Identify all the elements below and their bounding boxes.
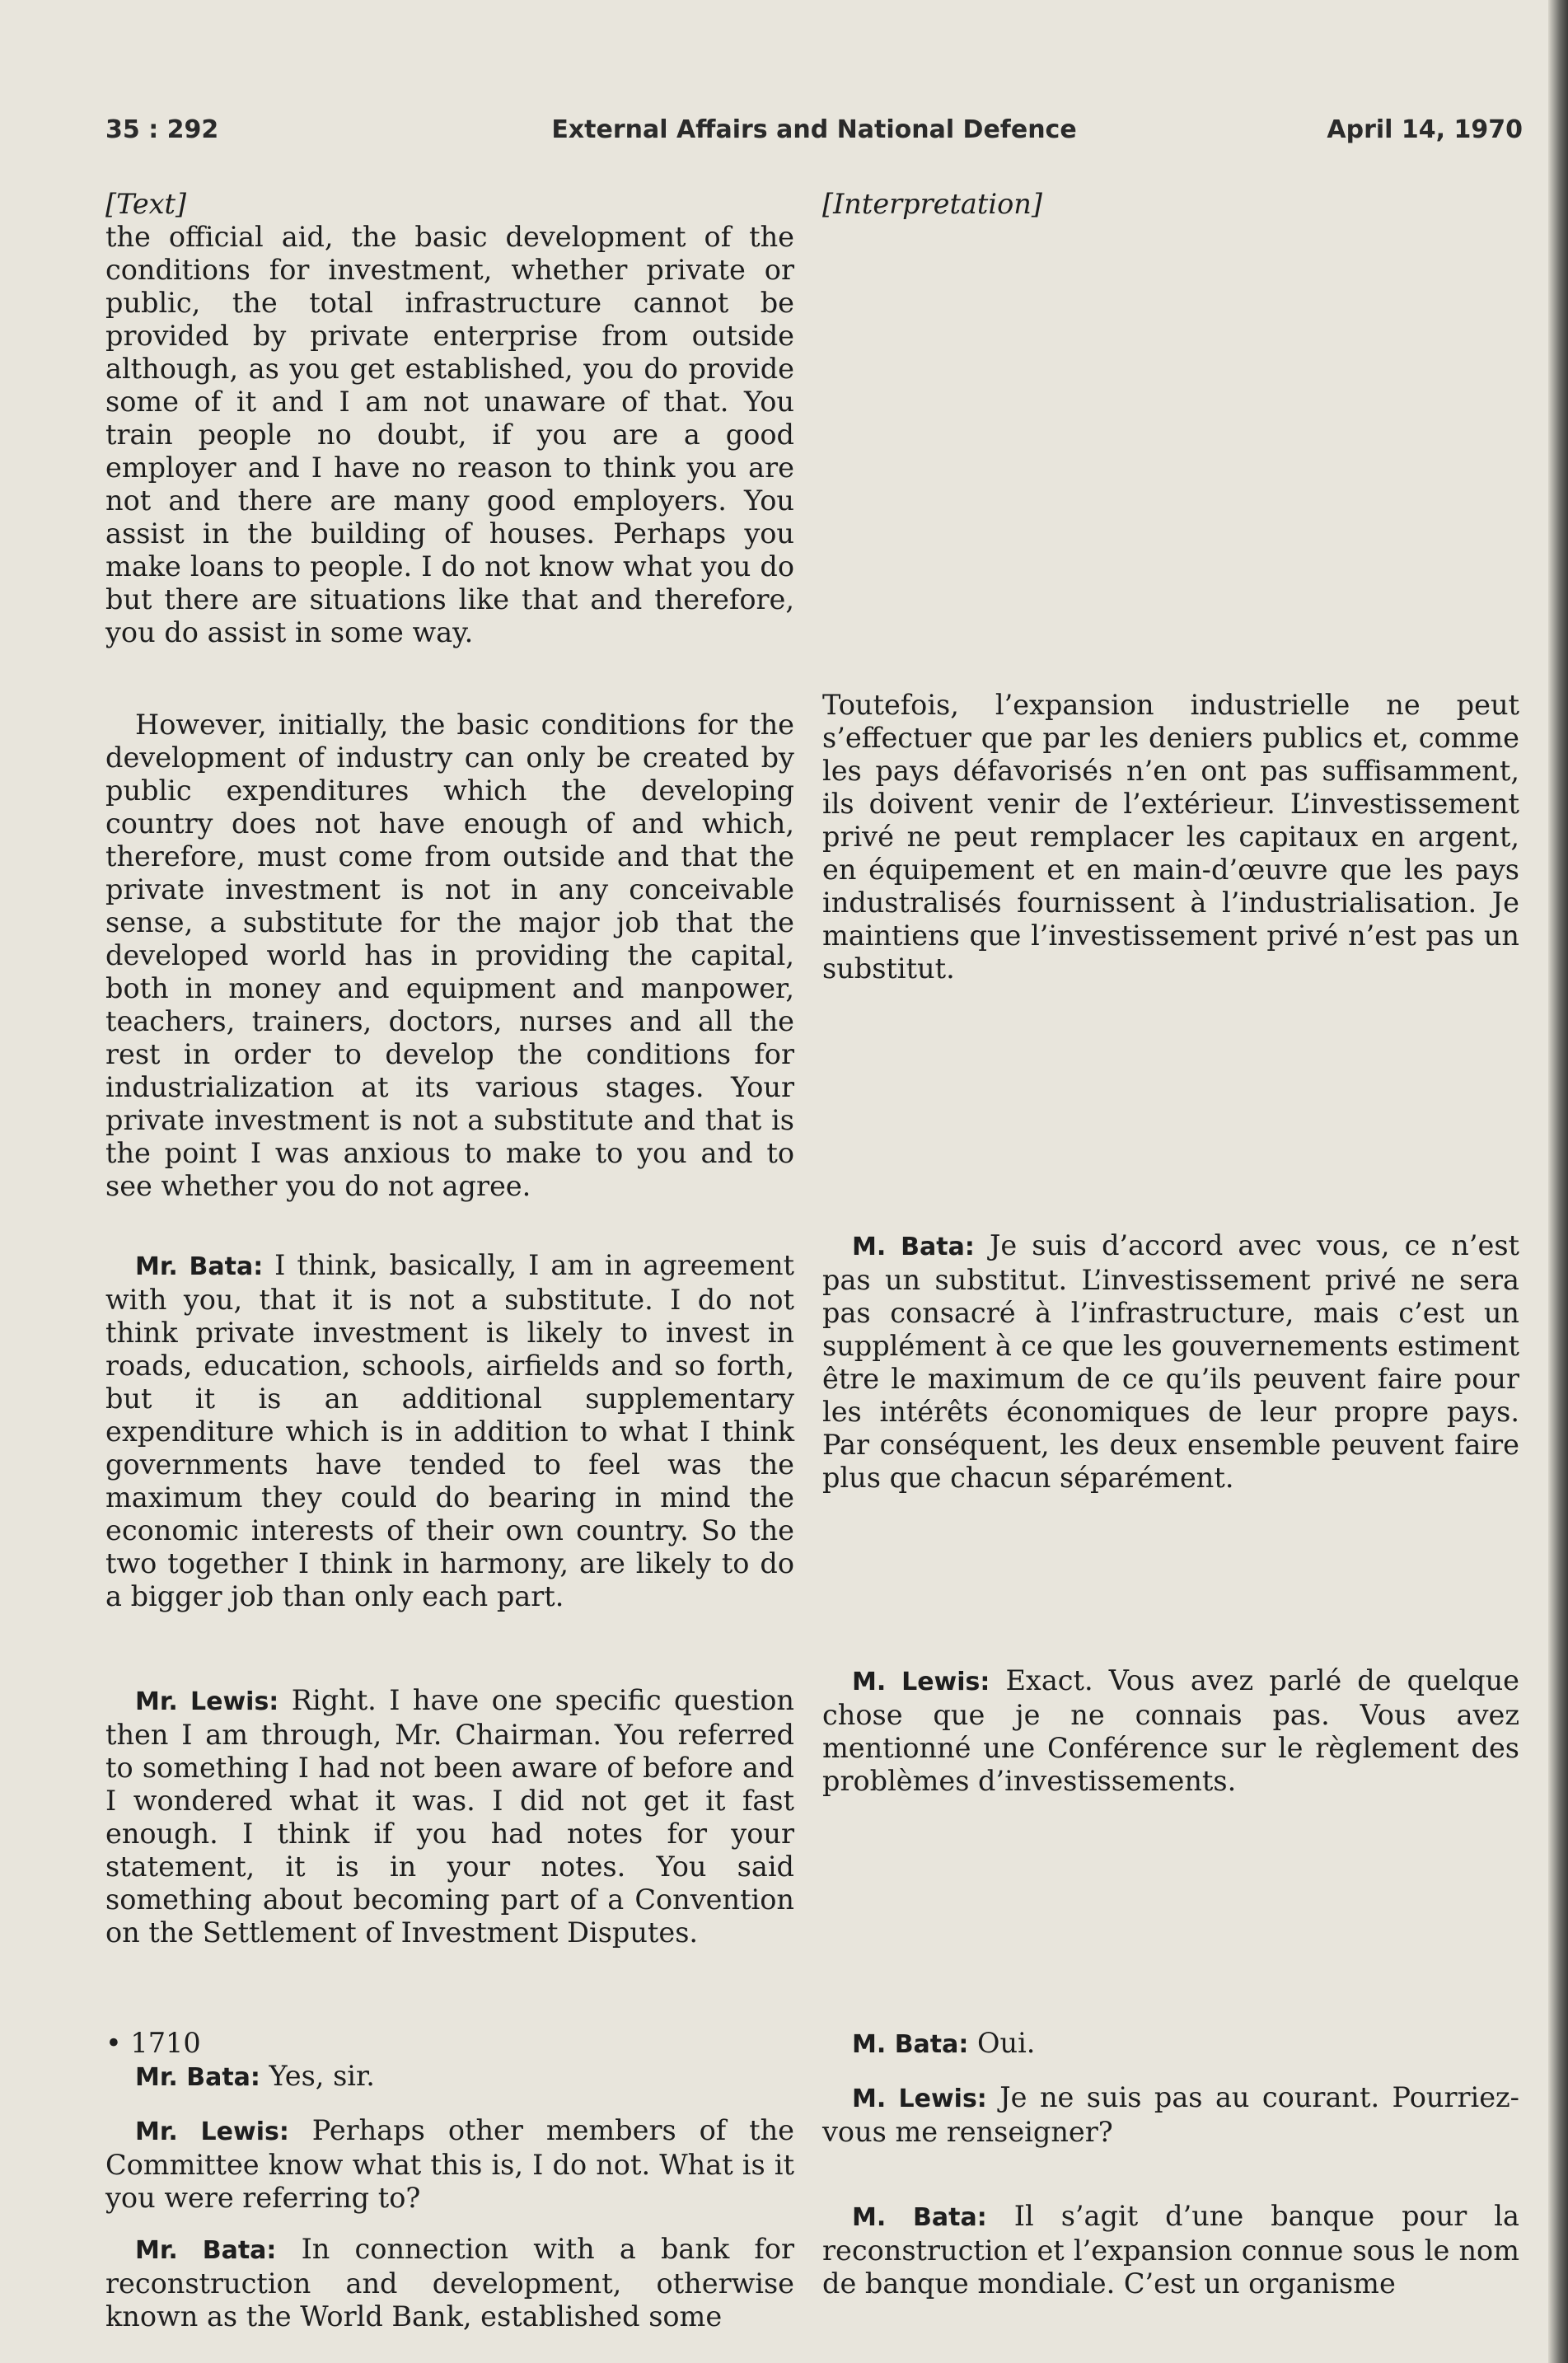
speaker-label: M. Bata:: [852, 1233, 975, 1261]
english-marker: [Text]: [105, 188, 187, 220]
statement-text: I think, basically, I am in agreement with you, that it is not a substitute. I do not think private investment is likely to invest in roads, education, schools, airfields and so forth, but it is an additional supplementary expenditure which is in addition to what I think governments have tended to feel was the maximum they could do bearing in mind the economic interests of their own country. So the two together I think in harmony, are likely to do a bigger job than only each part.: [105, 1249, 794, 1612]
english-statement-bata-1: [105, 1249, 794, 1671]
english-statement-bata-2: [105, 2060, 794, 2094]
speaker-label: Mr. Bata:: [135, 1252, 264, 1281]
english-paragraph-1: the official aid, the basic development of the conditions for investment, whether private or public, the total infrastructure cannot be provided by private enterprise from outside although, as you get established, you do provide some of it and I am not unaware of that. You train people no doubt, if you are a good employer and I have no reason to think you are not and there are many good employers. You assist in the building of houses. Perhaps you make loans to people. I do not know what you do but there are situations like that and therefore, you do assist in some way.: [105, 221, 794, 648]
french-statement-bata-1: [822, 1229, 1519, 1651]
french-statement-bata-3: [822, 2200, 1519, 2300]
english-statement-lewis-1: [105, 1684, 794, 2014]
page-edge: [1548, 0, 1568, 2363]
english-paragraph-2: However, initially, the basic conditions for the development of industry can only be created by public expenditures which the developing country does not have enough of and which, therefore, must come from outside and that the private investment is not in any conceivable sense, a substitute for the major job that the developed world has in providing the capital, both in money and equipment and manpower, teachers, trainers, doctors, nurses and all the rest in order to develop the conditions for industrialization at its various stages. Your private investment is not a substitute and that is the point I was anxious to make to you and to see whether you do not agree.: [105, 709, 794, 1202]
time-marker: • 1710: [105, 2027, 201, 2059]
header-title: External Affairs and National Defence: [551, 115, 1077, 144]
speaker-label: Mr. Lewis:: [135, 2117, 289, 2146]
statement-text: In connection with a bank for reconstruction and development, otherwise known as the World Bank, established some: [105, 2233, 795, 2333]
page-header: [105, 115, 1523, 152]
statement-text: Exact. Vous avez parlé de quelque chose que je ne connais pas. Vous avez mentionné une Conférence sur le règlement des problèmes d’investissements.: [822, 1664, 1520, 1797]
speaker-label: M. Lewis:: [852, 2085, 987, 2113]
statement-text: Yes, sir.: [260, 2060, 375, 2092]
speaker-label: M. Lewis:: [852, 1668, 990, 1696]
statement-text: Je ne suis pas au courant. Pourriez-vous me renseigner?: [822, 2081, 1520, 2148]
speaker-label: Mr. Bata:: [135, 2063, 260, 2092]
french-statement-lewis-2: [822, 2081, 1519, 2180]
header-date: April 14, 1970: [1327, 115, 1523, 144]
french-statement-bata-2: [822, 2027, 1519, 2061]
page-number: 35 : 292: [105, 115, 219, 144]
speaker-label: Mr. Lewis:: [135, 1687, 279, 1716]
english-column: [105, 188, 794, 2333]
statement-text: Je suis d’accord avec vous, ce n’est pas un substitut. L’investissement privé ne sera pas consacré à l’infrastructure, mais c’est un supplément à ce que les gouvernements estiment être le maximum de ce qu’ils peuvent faire pour les intérêts économiques de leur propre pays. Par conséquent, les deux ensemble peuvent faire plus que chacun séparément.: [822, 1229, 1519, 1494]
french-paragraph-2: Toutefois, l’expansion industrielle ne peut s’effectuer que par les deniers publics et, comme les pays défavorisés n’en ont pas suffisamment, ils doivent venir de l’extérieur. L’investissement privé ne peut remplacer les capitaux en argent, en équipement et en main-d’œuvre que les pays industralisés fournissent à l’industrialisation. Je maintiens que l’investissement privé n’est pas un substitut.: [822, 689, 1519, 985]
statement-text: Il s’agit d’une banque pour la reconstruction et l’expansion connue sous le nom de banque mondiale. C’est un organisme: [822, 2200, 1519, 2300]
statement-text: Right. I have one specific question then I am through, Mr. Chairman. You referred to something I had not been aware of before and I wondered what it was. I did not get it fast enough. I think if you had notes for your statement, it is in your notes. You said something about becoming part of a Convention on the Settlement of Investment Disputes.: [105, 1684, 795, 1949]
statement-text: Perhaps other members of the Committee know what this is, I do not. What is it you were referring to?: [105, 2114, 794, 2214]
french-column: [822, 188, 1519, 2300]
speaker-label: M. Bata:: [852, 2030, 969, 2059]
french-statement-lewis-1: [822, 1664, 1519, 2027]
statement-text: Oui.: [968, 2027, 1036, 2059]
speaker-label: Mr. Bata:: [135, 2236, 277, 2265]
english-statement-lewis-2: [105, 2114, 794, 2213]
speaker-label: M. Bata:: [852, 2203, 987, 2232]
french-spacer-1: [822, 221, 1519, 689]
french-marker: [Interpretation]: [822, 188, 1042, 220]
english-statement-bata-3: [105, 2233, 794, 2333]
